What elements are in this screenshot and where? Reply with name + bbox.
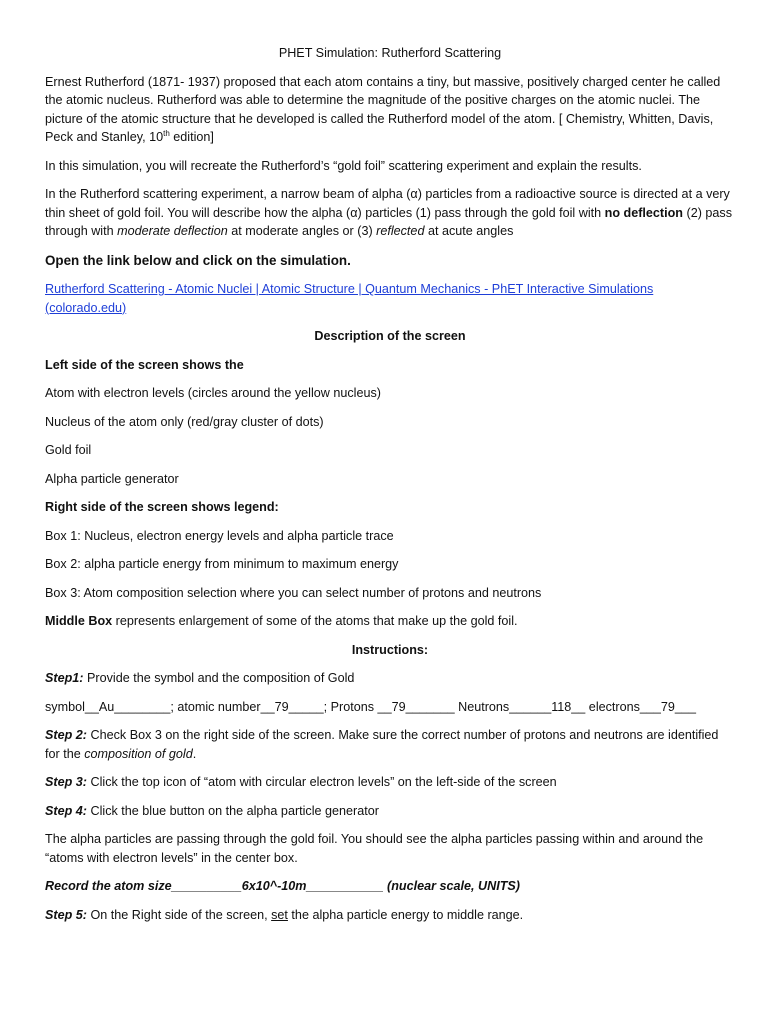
document-page xyxy=(45,44,735,924)
step5-label: Step 5: xyxy=(45,907,87,922)
experiment-text-c: (2) pass through with xyxy=(45,205,732,238)
left-item-gold-foil: Gold foil xyxy=(45,443,92,457)
gold-composition-line: symbol__Au________; atomic number__79_____; Protons __79_______ Neutrons______118__ electrons___79___ xyxy=(45,699,696,714)
right-item-box1: Box 1: Nucleus, electron energy levels and alpha particle trace xyxy=(45,528,394,543)
record-atom-size-text: Record the atom size__________6x10^-10m___________ (nuclear scale, UNITS) xyxy=(45,879,521,893)
middle-box-text: represents enlargement of some of the atoms that make up the gold foil. xyxy=(112,614,518,628)
instructions-heading: Instructions: xyxy=(351,642,429,657)
experiment-paragraph xyxy=(45,185,735,241)
intro-superscript: th xyxy=(163,128,170,138)
step4-label: Step 4: xyxy=(45,803,87,818)
right-item-box3: Box 3: Atom composition selection where you can select number of protons and neutrons xyxy=(45,585,542,600)
step2-line xyxy=(45,726,735,763)
step5-line xyxy=(45,906,735,925)
step5-text-a: On the Right side of the screen, xyxy=(87,907,272,922)
open-link-instruction: Open the link below and click on the simulation. xyxy=(45,252,351,268)
experiment-reflected: reflected xyxy=(376,224,425,238)
intro-tail: edition] xyxy=(169,130,214,144)
intro-text: Ernest Rutherford (1871- 1937) proposed that each atom contains a tiny, but massive, positively charged center he called the atomic nucleus. Rutherford was able to determine the magnitude of the positive charges on the atomic nuclei. The picture of the atomic structure that he developed is called the Rutherford model of the atom. [ Chemistry, Whitten, Davis, Peck and Stanley, 10 xyxy=(45,74,721,144)
step1-label: Step1: xyxy=(45,671,84,685)
step3-text: Click the top icon of “atom with circular electron levels” on the left-side of the screen xyxy=(87,775,557,789)
description-heading: Description of the screen xyxy=(314,329,466,343)
step2-label: Step 2: xyxy=(45,728,87,742)
left-side-heading: Left side of the screen shows the xyxy=(45,357,244,372)
experiment-moderate-deflection: moderate deflection xyxy=(117,224,228,238)
experiment-text-a: In the Rutherford scattering experiment, a narrow beam of alpha (α) particles from a radioactive source is directed at a very thin sheet of gold foil. You will describe how the alpha (α) particles (1) pass through the gold foil with xyxy=(45,187,730,220)
experiment-text-g: at acute angles xyxy=(424,224,514,238)
middle-box-line xyxy=(45,612,735,631)
step3-label: Step 3: xyxy=(45,775,87,789)
step2-end: . xyxy=(192,746,197,761)
step1-line xyxy=(45,669,735,688)
record-atom-size-line xyxy=(45,877,735,896)
right-side-heading: Right side of the screen shows legend: xyxy=(45,500,279,514)
intro-paragraph xyxy=(45,73,735,147)
step2-text: Check Box 3 on the right side of the screen. Make sure the correct number of protons and neutrons are identified for the xyxy=(45,728,719,761)
step4-text: Click the blue button on the alpha particle generator xyxy=(87,803,379,818)
step4-line xyxy=(45,802,735,821)
step5-underlined-set: set xyxy=(271,907,288,922)
step4-note: The alpha particles are passing through the gold foil. You should see the alpha particles passing within and around the “atoms with electron levels” in the center box. xyxy=(45,832,704,865)
left-item-atom: Atom with electron levels (circles around the yellow nucleus) xyxy=(45,386,381,400)
page-title: PHET Simulation: Rutherford Scattering xyxy=(278,46,502,60)
step1-text: Provide the symbol and the composition of Gold xyxy=(83,671,355,685)
phet-simulation-link[interactable]: Rutherford Scattering - Atomic Nuclei | Atomic Structure | Quantum Mechanics - PhET Interactive Simulations (colorado.edu) xyxy=(45,282,654,315)
right-item-box2: Box 2: alpha particle energy from minimum to maximum energy xyxy=(45,557,399,571)
middle-box-label: Middle Box xyxy=(45,614,113,628)
left-item-nucleus: Nucleus of the atom only (red/gray cluster of dots) xyxy=(45,414,324,429)
left-item-generator: Alpha particle generator xyxy=(45,471,179,486)
step5-text-b: the alpha particle energy to middle range. xyxy=(287,907,524,922)
step3-line xyxy=(45,773,735,792)
simulation-paragraph: In this simulation, you will recreate the Rutherford’s “gold foil” scattering experiment and explain the results. xyxy=(45,158,642,173)
experiment-text-e: at moderate angles or (3) xyxy=(227,224,377,238)
experiment-no-deflection: no deflection xyxy=(604,205,683,220)
step2-italic: composition of gold xyxy=(84,746,193,761)
